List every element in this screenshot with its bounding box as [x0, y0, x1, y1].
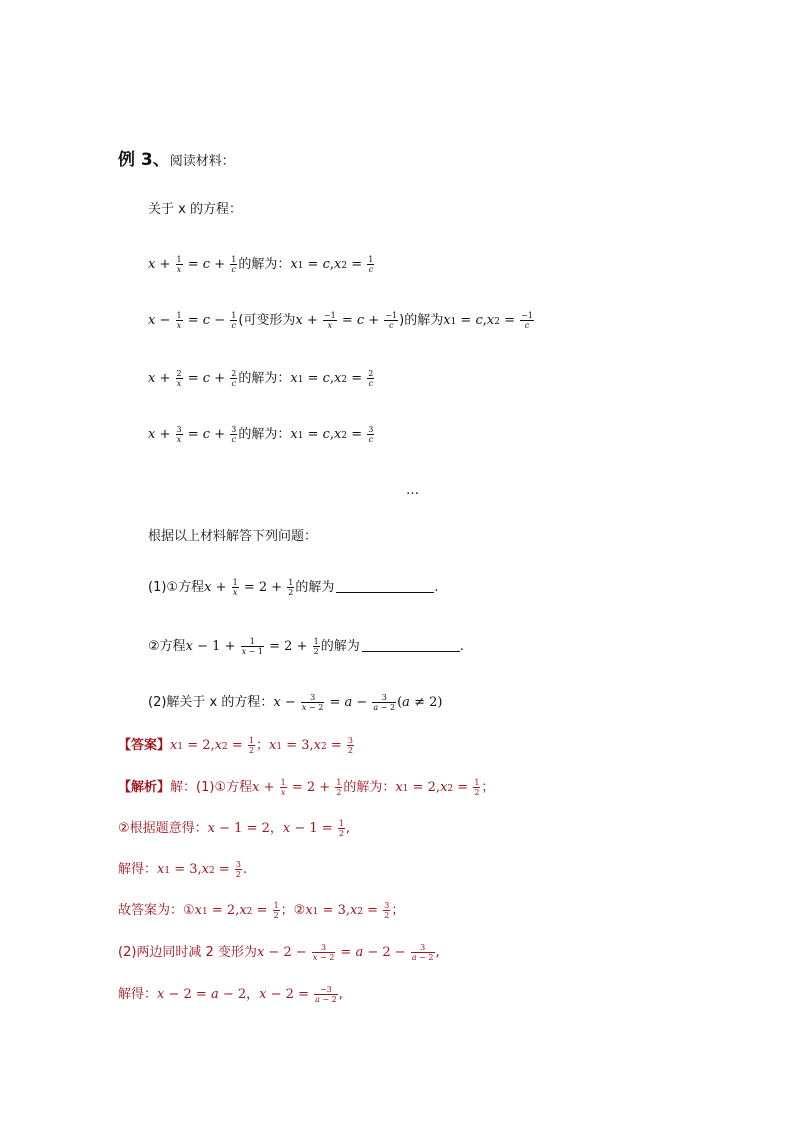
solve1-text: 解得： — [118, 862, 158, 877]
example-heading — [118, 150, 235, 172]
q1-tail: 的解为 — [295, 580, 335, 595]
eq3-tail: 的解为： — [238, 371, 291, 386]
q3-number: (2) — [148, 695, 167, 710]
material-equation-3: x + $\frac{2}{x}$ = c + $\frac{2}{c}$ 的解为：x1 = c,x2 = $\frac{2}{c}$ — [148, 369, 374, 388]
q1-number: (1) — [148, 580, 167, 595]
solve2-end: , — [338, 987, 343, 1002]
analysis-step-2: ②根据题意得：x − 1 = 2，x − 1 = $\frac{1}{2}$ , — [118, 819, 351, 838]
q2-end: . — [459, 639, 464, 654]
final-sep: ； — [280, 903, 294, 918]
step2-circle: ② — [118, 821, 130, 836]
ellipsis: … — [406, 483, 419, 498]
q1-end: . — [434, 580, 439, 595]
intro-text: 关于 x 的方程： — [148, 202, 242, 217]
eq2-paren: (可变形为 — [238, 313, 296, 328]
eq1-tail: 的解为： — [238, 257, 291, 272]
analysis-solve-1: 解得：x1 = 3,x2 = $\frac{3}{2}$ . — [118, 860, 248, 879]
eq2-tail: )的解为 — [399, 313, 444, 328]
analysis-label: 【解析】 — [118, 780, 171, 795]
analysis-tail: 的解为： — [343, 780, 396, 795]
solve2-text: 解得： — [118, 987, 158, 1002]
analysis-text: 解：(1) — [170, 780, 215, 795]
question-1-part-1: (1)①方程x + $\frac{1}{x}$ = 2 + $\frac{1}{2}$ 的解为 . — [148, 578, 439, 597]
example-number: 例 3、 — [118, 150, 170, 170]
answer-blank-1[interactable] — [336, 580, 434, 593]
solve2-sep: ， — [246, 987, 260, 1002]
analysis-part-2: (2)两边同时减 2 变形为x − 2 − $\frac{3}{x - 2}$ = a − 2 − $\frac{3}{a - 2}$ , — [118, 943, 440, 962]
final-end: ； — [391, 903, 405, 918]
q1-text: 方程 — [178, 580, 205, 595]
final-circle-2: ② — [293, 903, 306, 918]
material-equation-2: x − $\frac{1}{x}$ = c − $\frac{1}{c}$ (可变形为x + $\frac{-1}{x}$ = c + $\frac{-1}{c}$ )的解为x1 = c,x2 = $\frac{-1}{c}$ — [148, 311, 533, 330]
step2-sep: ， — [269, 821, 283, 836]
final-circle-1: ① — [183, 903, 195, 918]
solve1-end: . — [243, 862, 248, 877]
analysis-solve-2: 解得：x − 2 = a − 2，x − 2 = $\frac{-3}{a - 2}$ , — [118, 985, 343, 1004]
q3-text: 解关于 x 的方程： — [166, 695, 274, 710]
analysis-word: 方程 — [226, 780, 253, 795]
analysis-end: ； — [481, 780, 495, 795]
answer-blank-2[interactable] — [362, 639, 460, 652]
q2-tail: 的解为 — [320, 639, 360, 654]
material-equation-1: x + $\frac{1}{x}$ = c + $\frac{1}{c}$ 的解为：x1 = c,x2 = $\frac{1}{c}$ — [148, 255, 374, 274]
answer-sep: ； — [256, 738, 270, 753]
q2-text: 方程 — [159, 639, 186, 654]
final-text: 故答案为： — [118, 903, 184, 918]
part2-text: (2)两边同时减 2 变形为 — [118, 945, 257, 960]
eq4-tail: 的解为： — [238, 427, 291, 442]
q2-circle: ② — [148, 639, 160, 654]
answer-label: 【答案】 — [118, 738, 171, 753]
q1-circle: ① — [166, 580, 179, 595]
step2-text: 根据题意得： — [129, 821, 208, 836]
question-prompt: 根据以上材料解答下列问题： — [148, 529, 318, 544]
answer-line: 【答案】x1 = 2,x2 = $\frac{1}{2}$ ；x1 = 3,x2 = $\frac{3}{2}$ — [118, 736, 353, 755]
question-1-part-2: ②方程x − 1 + $\frac{1}{x - 1}$ = 2 + $\frac{1}{2}$ 的解为 . — [148, 637, 464, 656]
heading-text: 阅读材料： — [169, 154, 235, 169]
step2-end: , — [345, 821, 351, 836]
material-equation-4: x + $\frac{3}{x}$ = c + $\frac{3}{c}$ 的解为：x1 = c,x2 = $\frac{3}{c}$ — [148, 425, 374, 444]
analysis-final-answer: 故答案为：①x1 = 2,x2 = $\frac{1}{2}$ ；②x1 = 3,x2 = $\frac{3}{2}$ ； — [118, 901, 405, 920]
question-2: (2)解关于 x 的方程：x − $\frac{3}{x - 2}$ = a − $\frac{3}{a - 2}$ (a ≠ 2) — [148, 693, 443, 712]
analysis-circle: ① — [214, 780, 227, 795]
analysis-line: 【解析】解：(1)①方程x + $\frac{1}{x}$ = 2 + $\frac{1}{2}$ 的解为：x1 = 2,x2 = $\frac{1}{2}$ ； — [118, 778, 495, 797]
part2-end: , — [435, 945, 440, 960]
